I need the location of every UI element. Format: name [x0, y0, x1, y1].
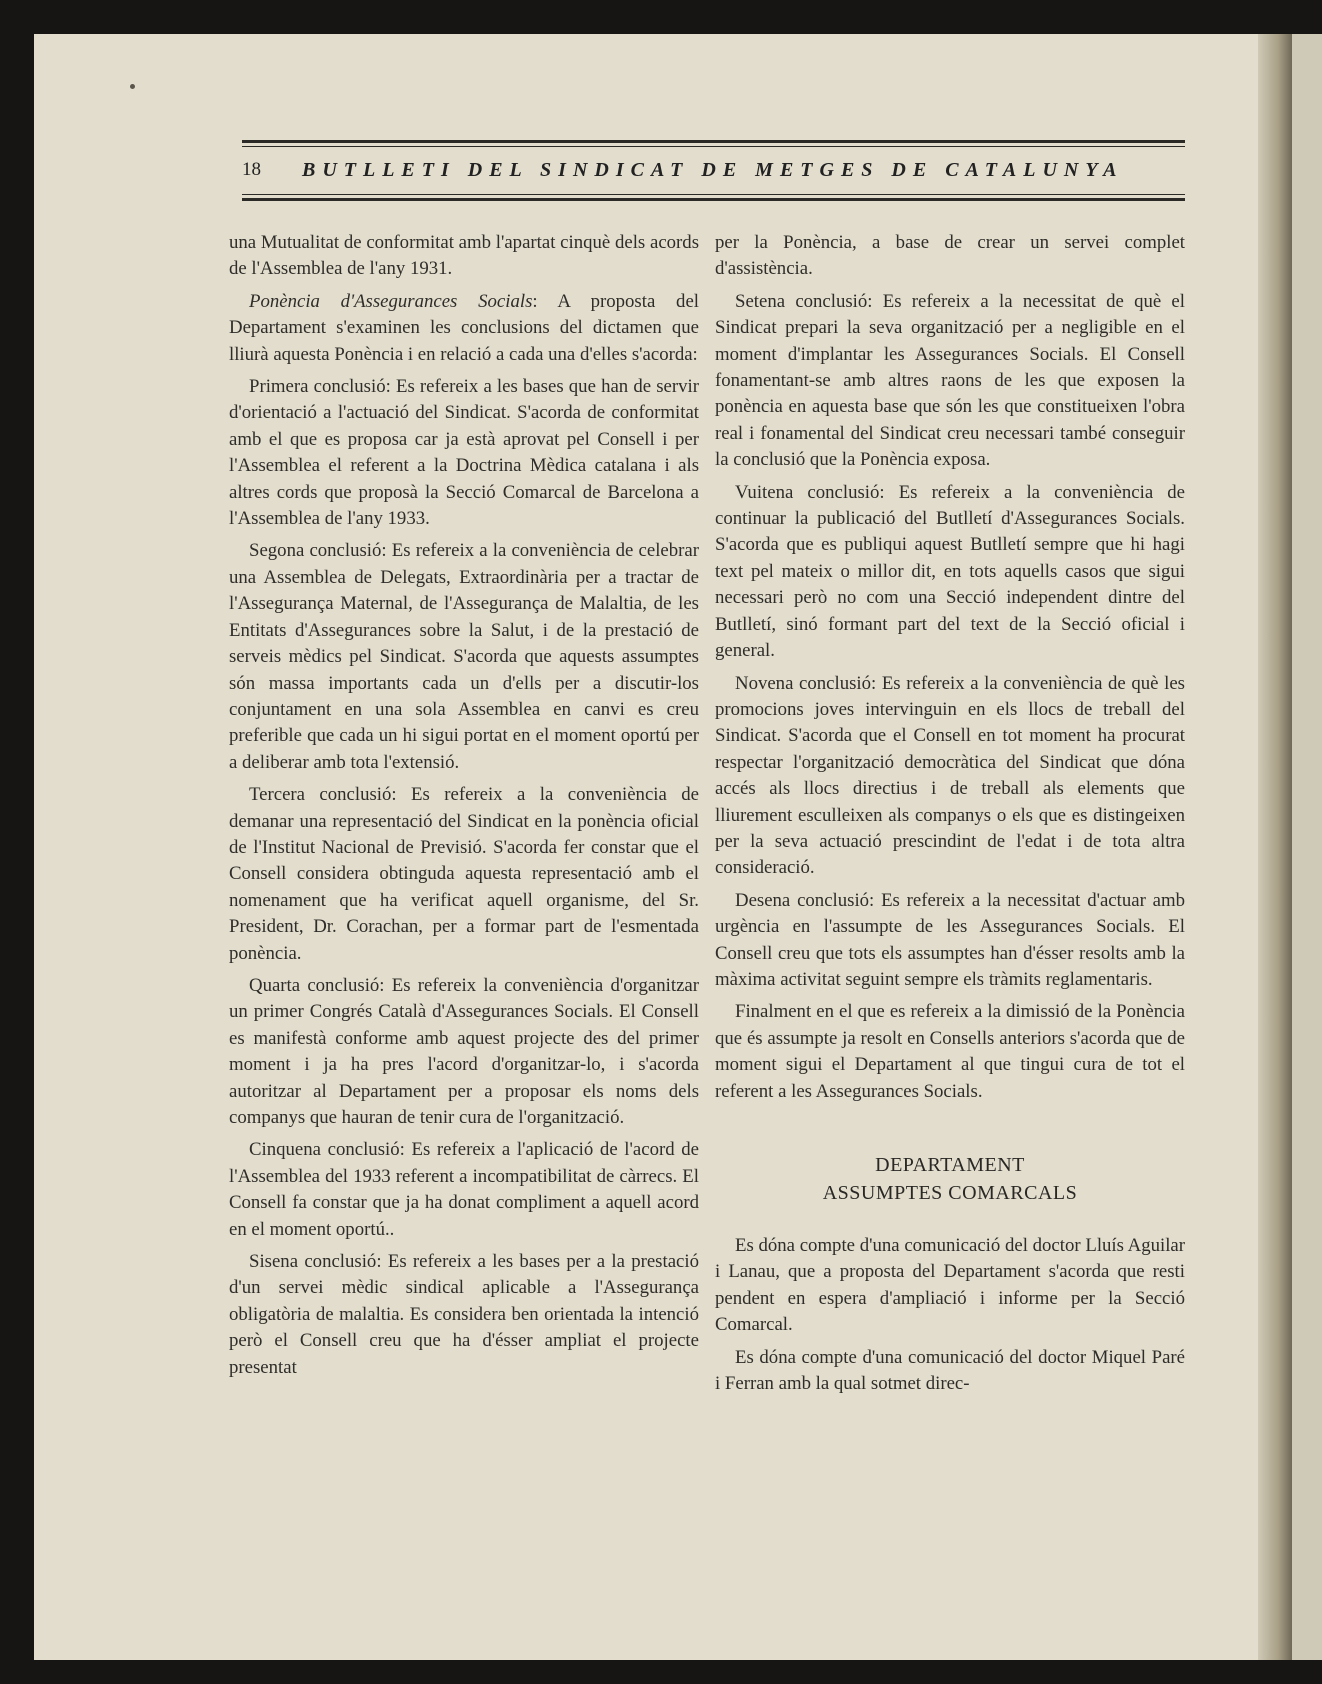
- page-gutter-shadow: [1258, 34, 1292, 1660]
- paragraph: Vuitena conclusió: Es refereix a la conveniència de continuar la publicació del Butlletí d'Assegurances Socials. S'acorda que es publiqui aquest Butlletí sempre que hi hagi text pel mateix o millor dit, en tots aquells casos que sigui necessari però no com una Secció independent dintre del Butlletí, sinó formant part del text de la Secció oficial i general.: [715, 481, 1185, 662]
- section-heading: [715, 1151, 1185, 1207]
- paragraph: Primera conclusió: Es refereix a les bases que han de servir d'orientació a l'actuació del Sindicat. S'acorda de conformitat amb el que es proposa car ja està aprovat pel Consell i per l'Assemblea el referent a la Doctrina Mèdica catalana i als altres cords que proposà la Secció Comarcal de Barcelona a l'Assemblea de l'any 1933.: [229, 376, 699, 530]
- running-title: BUTLLETI DEL SINDICAT DE METGES DE CATALUNYA: [302, 158, 1124, 181]
- paragraph-body: : A proposta del Departament s'examinen les conclusions del dictamen que lliurà aquesta Ponència i en relació a cada una d'elles s'acorda:: [229, 290, 699, 365]
- text-column-left: [229, 230, 699, 1387]
- book-page: [34, 34, 1292, 1660]
- paragraph: Es dóna compte d'una comunicació del doctor Lluís Aguilar i Lanau, que a proposta del Departament s'acorda que resti pendent en espera d'ampliació i informe per la Secció Comarcal.: [715, 1235, 1185, 1336]
- paragraph: Cinquena conclusió: Es refereix a l'aplicació de l'acord de l'Assemblea del 1933 referent a incompatibilitat de càrrecs. El Consell fa constar que ja ha donat compliment a aquell acord en el moment oportú..: [229, 1139, 699, 1240]
- paragraph: per la Ponència, a base de crear un servei complet d'assistència.: [715, 232, 1185, 280]
- paragraph: Desena conclusió: Es refereix a la necessitat d'actuar amb urgència en l'assumpte de les Assegurances Socials. El Consell creu que tots els assumptes han d'ésser resolts amb la màxima activitat seguint sempre els tràmits reglamentaris.: [715, 889, 1185, 990]
- page-number: 18: [242, 159, 261, 180]
- ink-speck: [130, 84, 135, 89]
- paragraph: Finalment en el que es refereix a la dimissió de la Ponència que és assumpte ja resolt en Consells anteriors s'acorda que de moment sigui el Departament al que tingui cura de tot el referent a les Assegurances Socials.: [715, 1001, 1185, 1102]
- paragraph: Setena conclusió: Es refereix a la necessitat de què el Sindicat prepari la seva organització per a negligible en el moment d'implantar les Assegurances Socials. El Consell fonamentant-se amb altres raons de les que exposen la ponència en aquesta base que són les que constitueixen l'obra real i fonamental del Sindicat creu necessari també conseguir la conclusió que la Ponència exposa.: [715, 290, 1185, 471]
- paragraph: Quarta conclusió: Es refereix la conveniència d'organitzar un primer Congrés Català d'Assegurances Socials. El Consell es manifestà conforme amb aquest projecte des del primer moment i ja ha pres l'acord d'organitzar-lo, i s'acorda autoritzar al Departament per a proposar els noms dels companys que hauran de tenir cura de l'organització.: [229, 974, 699, 1128]
- paragraph: Segona conclusió: Es refereix a la conveniència de celebrar una Assemblea de Delegats, Extraordinària per a tractar de l'Assegurança Maternal, de l'Assegurança de Malaltia, de les Entitats d'Assegurances sobre la Salut, i de la prestació de serveis mèdics pel Sindicat. S'acorda que aquests assumptes són massa importants cada un d'ells per a discutir-los conjuntament en una sola Assemblea en canvi es creu preferible que cada un hi sigui portat en el moment oportú per a deliberar amb tota l'extensió.: [229, 540, 699, 773]
- paragraph: Es dóna compte d'una comunicació del doctor Miquel Paré i Ferran amb la qual sotmet direc-: [715, 1346, 1185, 1395]
- paragraph-lead: Ponència d'Assegurances Socials: [249, 290, 533, 312]
- paragraph: Tercera conclusió: Es refereix a la conveniència de demanar una representació del Sindicat en la ponència oficial de l'Institut Nacional de Previsió. S'acorda fer constar que el Consell considera obtinguda aquesta representació amb el nomenament que ha verificat aquell organisme, del Sr. President, Dr. Corachan, per a formar part de l'esmentada ponència.: [229, 784, 699, 964]
- running-header: [242, 150, 1185, 190]
- header-rule-bottom: [242, 198, 1185, 201]
- section-heading-line-2: ASSUMPTES COMARCALS: [822, 1182, 1078, 1204]
- paragraph: Sisena conclusió: Es refereix a les bases per a la prestació d'un servei mèdic sindical aplicable a l'Assegurança obligatòria de malaltia. Es considera ben orientada la intenció però el Consell creu que ha d'ésser ampliat el projecte presentat: [229, 1251, 699, 1378]
- header-rule-top: [242, 140, 1185, 143]
- text-column-right: [715, 230, 1185, 1403]
- header-rule-top-thin: [242, 146, 1185, 147]
- adjacent-page-edge: [1292, 34, 1322, 1660]
- paragraph: una Mutualitat de conformitat amb l'apartat cinquè dels acords de l'Assemblea de l'any 1931.: [229, 232, 699, 280]
- section-heading-line-1: DEPARTAMENT: [875, 1154, 1025, 1176]
- paragraph: Novena conclusió: Es refereix a la conveniència de què les promocions joves intervinguin en els llocs de treball del Sindicat. S'acorda que el Consell en tot moment ha procurat respectar l'organització democràtica del Sindicat que dóna accés als llocs directius i de treball als elements que lliurement esculleixen als companys o els que es distingeixen per la seva actuació prescindint de l'edat i de tota altra consideració.: [715, 672, 1185, 879]
- paragraph: [229, 289, 699, 368]
- header-rule-bottom-thin: [242, 194, 1185, 195]
